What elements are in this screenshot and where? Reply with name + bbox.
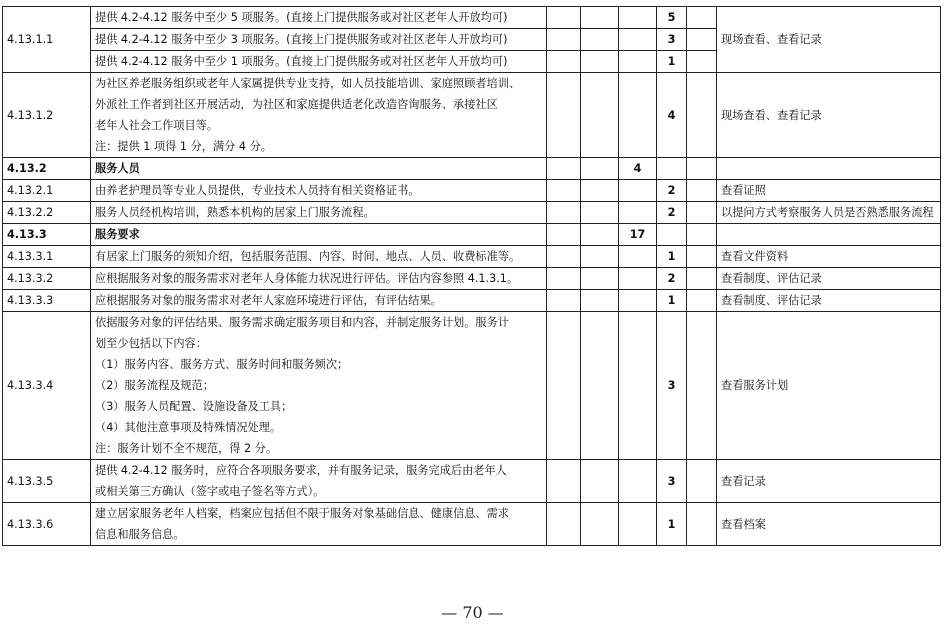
check-method: 查看记录 <box>717 460 941 503</box>
item-score: 3 <box>657 312 687 460</box>
total-score <box>619 202 657 224</box>
item-score: 1 <box>657 51 687 73</box>
item-code: 4.13.1.1 <box>3 7 91 73</box>
total-score <box>619 290 657 312</box>
check-method: 现场查看、查看记录 <box>717 73 941 158</box>
item-score: 1 <box>657 246 687 268</box>
section-title: 服务人员 <box>91 158 547 180</box>
item-score <box>657 224 687 246</box>
item-score: 3 <box>657 460 687 503</box>
total-score: 17 <box>619 224 657 246</box>
item-score: 2 <box>657 180 687 202</box>
table-row <box>3 73 941 158</box>
requirement-text: 有居家上门服务的须知介绍，包括服务范围、内容、时间、地点、人员、收费标准等。 <box>91 246 547 268</box>
item-code: 4.13.3.3 <box>3 290 91 312</box>
item-score: 4 <box>657 73 687 158</box>
check-method: 查看制度、评估记录 <box>717 268 941 290</box>
requirement-text: 提供 4.2-4.12 服务中至少 1 项服务。(直接上门提供服务或对社区老年人开放均可) <box>91 51 547 73</box>
table-row <box>3 246 941 268</box>
requirement-text: 应根据服务对象的服务需求对老年人家庭环境进行评估，有评估结果。 <box>91 290 547 312</box>
item-code: 4.13.2.2 <box>3 202 91 224</box>
requirement-text: 建立居家服务老年人档案，档案应包括但不限于服务对象基础信息、健康信息、需求 信息和服务信息。 <box>91 503 547 546</box>
page-number: — 70 — <box>441 603 504 622</box>
check-method: 查看服务计划 <box>717 312 941 460</box>
total-score: 4 <box>619 158 657 180</box>
check-method: 查看档案 <box>717 503 941 546</box>
total-score <box>619 29 657 51</box>
check-method <box>717 158 941 180</box>
total-score <box>619 51 657 73</box>
section-code: 4.13.3 <box>3 224 91 246</box>
total-score <box>619 180 657 202</box>
table-row <box>3 202 941 224</box>
total-score <box>619 312 657 460</box>
check-method: 现场查看、查看记录 <box>717 7 941 73</box>
item-score: 3 <box>657 29 687 51</box>
item-code: 4.13.2.1 <box>3 180 91 202</box>
total-score <box>619 73 657 158</box>
requirement-text: 依据服务对象的评估结果、服务需求确定服务项目和内容，并制定服务计划。服务计 划至少包括以下内容： （1）服务内容、服务方式、服务时间和服务频次； （2）服务流程及规范； （3）服务人员配置、设施设备及工具； （4）其他注意事项及特殊情况处理。 注：服务计划不全不规范，得 2 分。 <box>91 312 547 460</box>
total-score <box>619 460 657 503</box>
requirement-text: 提供 4.2-4.12 服务时，应符合各项服务要求，并有服务记录，服务完成后由老年人 或相关第三方确认（签字或电子签名等方式）。 <box>91 460 547 503</box>
scoring-table <box>2 6 941 546</box>
section-title: 服务要求 <box>91 224 547 246</box>
item-code: 4.13.3.4 <box>3 312 91 460</box>
requirement-text: 应根据服务对象的服务需求对老年人身体能力状况进行评估。评估内容参照 4.1.3.1。 <box>91 268 547 290</box>
item-score: 1 <box>657 503 687 546</box>
check-method: 以提问方式考察服务人员是否熟悉服务流程 <box>717 202 941 224</box>
table-row <box>3 268 941 290</box>
item-code: 4.13.1.2 <box>3 73 91 158</box>
check-method <box>717 224 941 246</box>
item-score: 2 <box>657 202 687 224</box>
item-code: 4.13.3.5 <box>3 460 91 503</box>
section-code: 4.13.2 <box>3 158 91 180</box>
total-score <box>619 503 657 546</box>
table-row <box>3 312 941 460</box>
requirement-text: 服务人员经机构培训，熟悉本机构的居家上门服务流程。 <box>91 202 547 224</box>
check-method: 查看制度、评估记录 <box>717 290 941 312</box>
total-score <box>619 246 657 268</box>
requirement-text: 提供 4.2-4.12 服务中至少 3 项服务。(直接上门提供服务或对社区老年人开放均可) <box>91 29 547 51</box>
item-code: 4.13.3.2 <box>3 268 91 290</box>
item-score <box>657 158 687 180</box>
item-code: 4.13.3.1 <box>3 246 91 268</box>
section-row <box>3 158 941 180</box>
table-row <box>3 503 941 546</box>
table-row <box>3 180 941 202</box>
total-score <box>619 268 657 290</box>
item-score: 5 <box>657 7 687 29</box>
table-row <box>3 7 941 29</box>
check-method: 查看证照 <box>717 180 941 202</box>
item-code: 4.13.3.6 <box>3 503 91 546</box>
requirement-text: 由养老护理员等专业人员提供，专业技术人员持有相关资格证书。 <box>91 180 547 202</box>
requirement-text: 提供 4.2-4.12 服务中至少 5 项服务。(直接上门提供服务或对社区老年人开放均可) <box>91 7 547 29</box>
total-score <box>619 7 657 29</box>
check-method: 查看文件资料 <box>717 246 941 268</box>
table-row <box>3 460 941 503</box>
table-row <box>3 290 941 312</box>
item-score: 1 <box>657 290 687 312</box>
section-row <box>3 224 941 246</box>
item-score: 2 <box>657 268 687 290</box>
requirement-text: 为社区养老服务组织或老年人家属提供专业支持，如人员技能培训、家庭照顾者培训、 外派社工作者到社区开展活动，为社区和家庭提供适老化改造咨询服务、承接社区 老年人社会工作项目等。 注：提供 1 项得 1 分，满分 4 分。 <box>91 73 547 158</box>
